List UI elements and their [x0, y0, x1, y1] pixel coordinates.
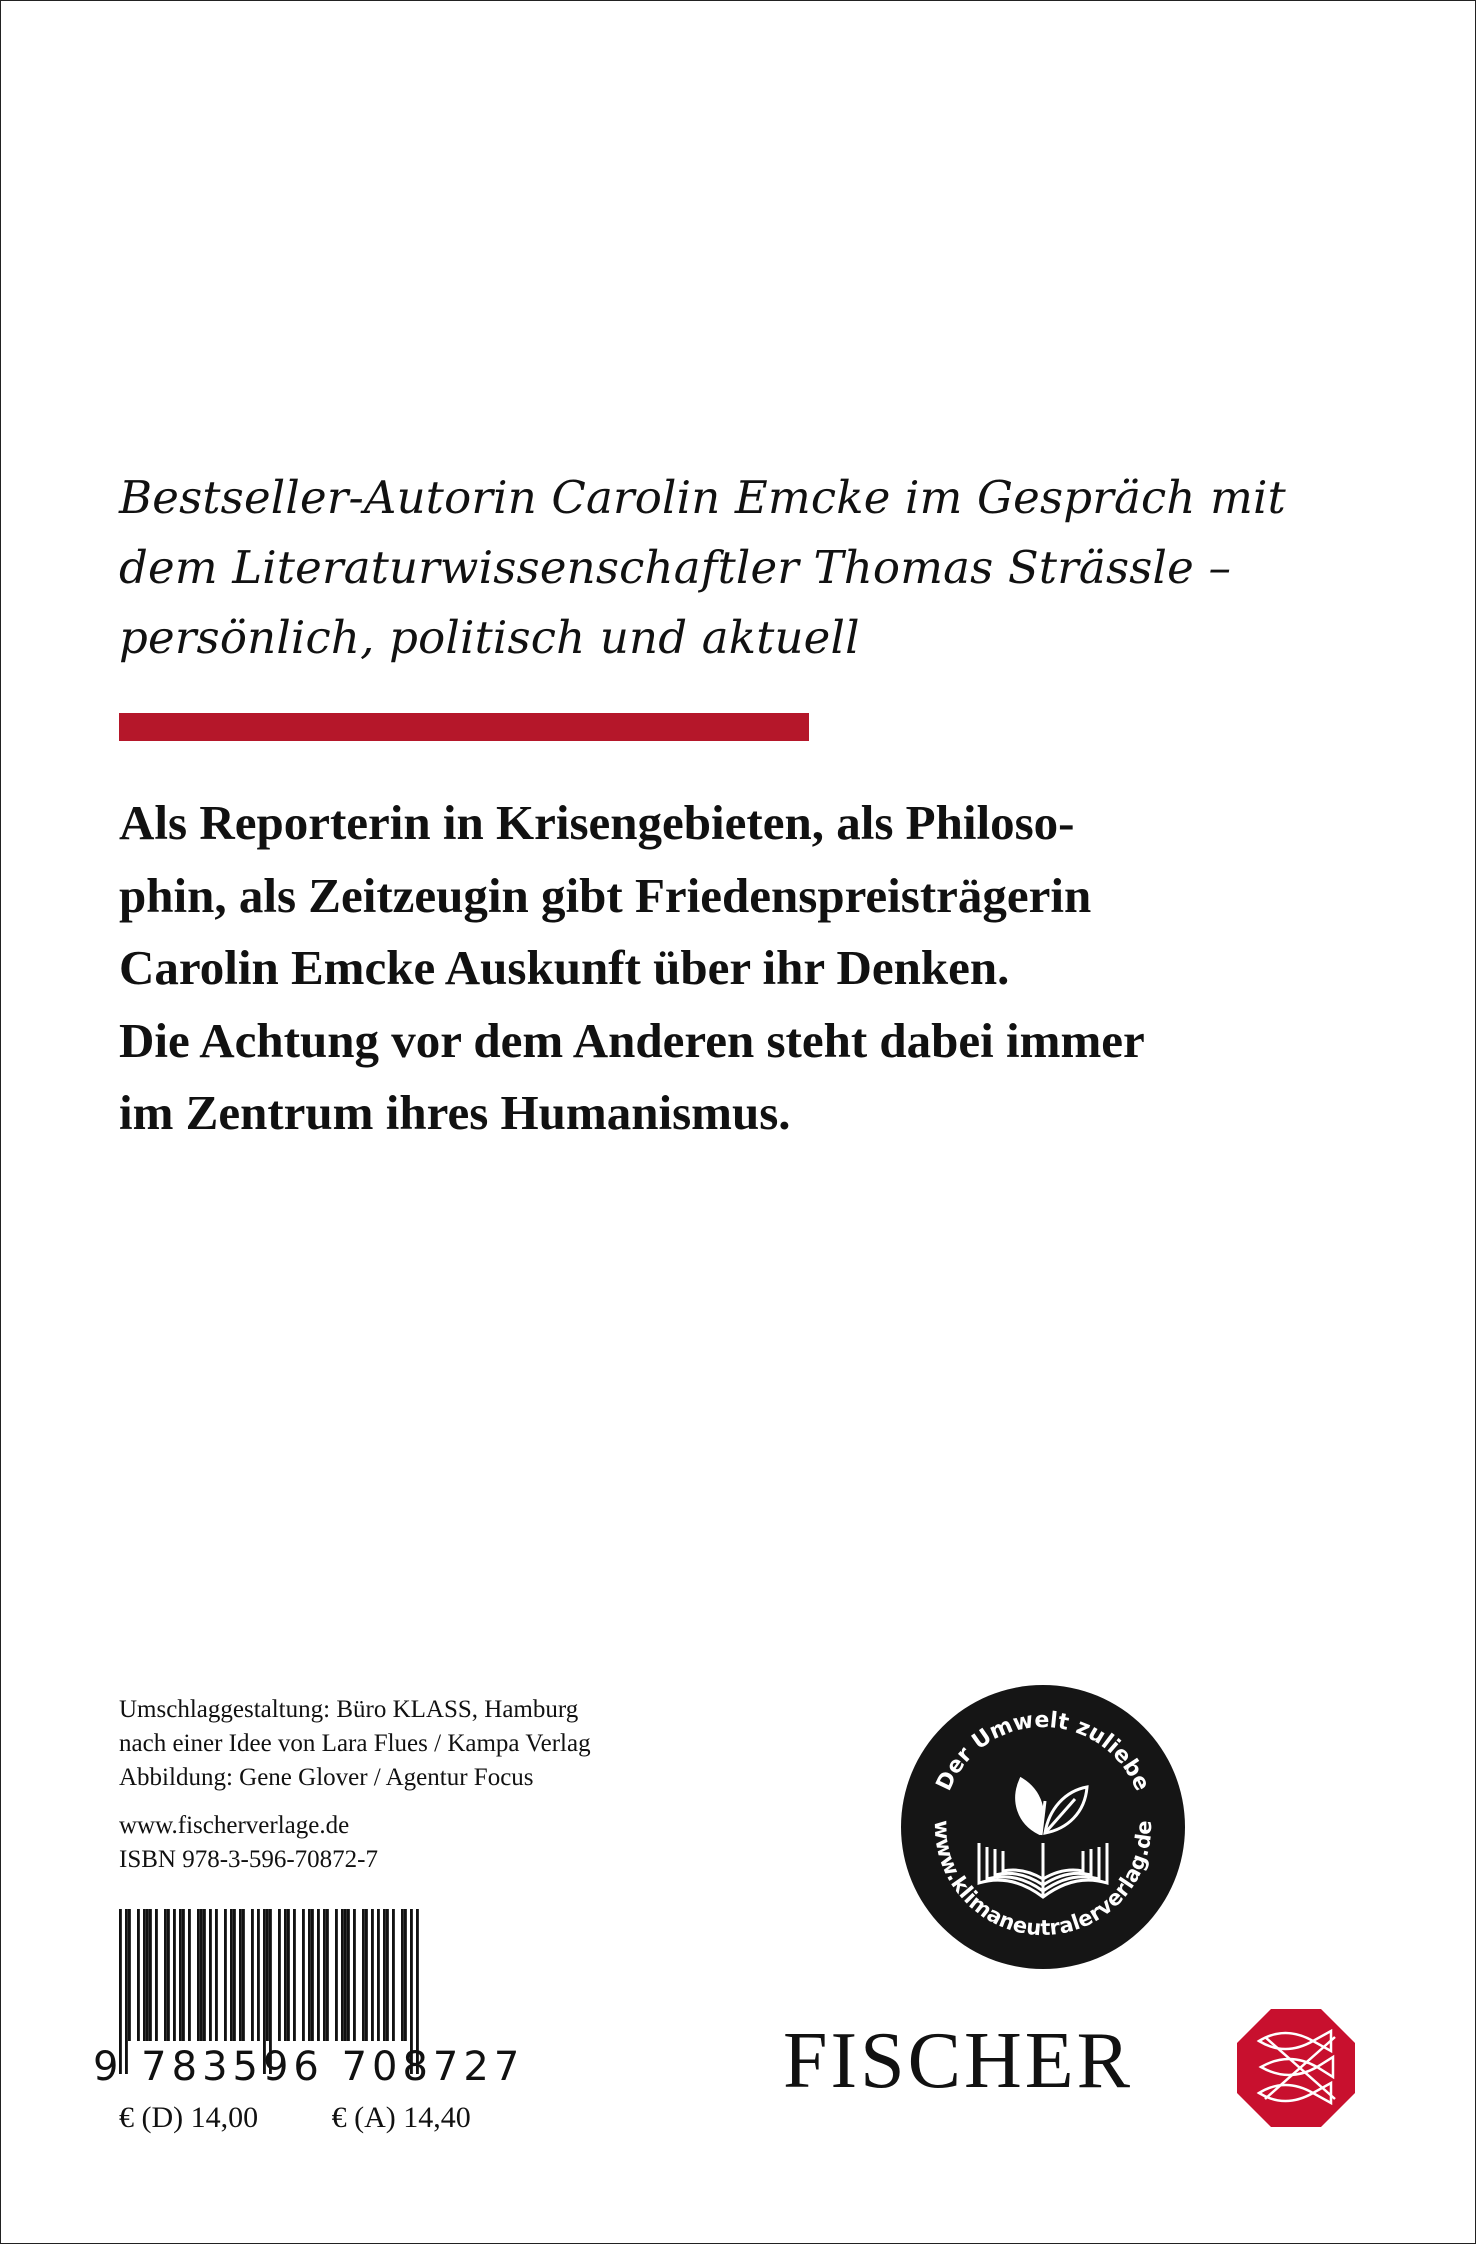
tagline-line: dem Literaturwissenschaftler Thomas Strässle – [119, 541, 1232, 594]
barcode-bar [203, 1909, 206, 2041]
website-link[interactable]: www.fischerverlage.de [119, 1812, 350, 1839]
barcode-bar [404, 1909, 407, 2041]
barcode-bar [146, 1909, 149, 2041]
barcode-bar [155, 1909, 158, 2041]
barcode-bar [377, 1909, 380, 2041]
barcode-bar [308, 1909, 311, 2041]
barcode-bar [224, 1909, 227, 2041]
barcode-bar [167, 1909, 170, 2041]
seal-top-text: Der Umwelt zuliebe [931, 1707, 1155, 1795]
barcode-bar [266, 1909, 269, 2041]
barcode-bar [383, 1909, 386, 2041]
barcode-bar [242, 1909, 245, 2041]
blurb [119, 787, 1269, 1150]
fischer-fish-logo-icon [1235, 2007, 1357, 2129]
publisher-info [119, 1809, 378, 1877]
barcode-bar [251, 1909, 254, 2041]
barcode-bar [311, 1909, 314, 2041]
blurb-line: phin, als Zeitzeugin gibt Friedenspreisträgerin [119, 867, 1092, 923]
barcode-bar [179, 1909, 182, 2041]
credit-line: Umschlaggestaltung: Büro KLASS, Hamburg [119, 1696, 579, 1723]
price-germany: € (D) 14,00 [119, 2101, 259, 2134]
barcode-bar [365, 1909, 368, 2041]
barcode-bar [362, 1909, 365, 2041]
barcode-bar [257, 1909, 260, 2041]
barcode-bar [233, 1909, 236, 2041]
barcode-bar [401, 1909, 404, 2041]
barcode-bar [164, 1909, 167, 2041]
barcode-bar [371, 1909, 374, 2041]
climate-neutral-seal [899, 1683, 1187, 1971]
tagline-line: persönlich, politisch und aktuell [119, 611, 860, 664]
barcode-bar [197, 1909, 200, 2041]
barcode-bar [128, 1909, 131, 2041]
barcode-bar [326, 1909, 329, 2041]
barcode-bar [200, 1909, 203, 2041]
barcode-bar [392, 1909, 395, 2041]
barcode-bar [209, 1909, 212, 2041]
barcode-bar [347, 1909, 350, 2041]
barcode-digits: 9 783596 708727 [93, 2044, 525, 2090]
barcode-bar [353, 1909, 356, 2041]
barcode-bar [215, 1909, 218, 2041]
cover-credits [119, 1693, 591, 1795]
barcode-bar [317, 1909, 320, 2041]
barcode-bar [230, 1909, 233, 2041]
blurb-line: Die Achtung vor dem Anderen steht dabei immer [119, 1012, 1145, 1068]
barcode-bar [341, 1909, 344, 2041]
barcode-bar [137, 1909, 140, 2041]
barcode-bar [173, 1909, 176, 2041]
credit-line: Abbildung: Gene Glover / Agentur Focus [119, 1764, 534, 1791]
prices [119, 2101, 471, 2135]
red-divider-bar [119, 713, 809, 741]
barcode-bar [287, 1909, 290, 2041]
barcode-bar [188, 1909, 191, 2041]
blurb-line: Carolin Emcke Auskunft über ihr Denken. [119, 940, 1010, 995]
barcode-bar [149, 1909, 152, 2041]
blurb-line: im Zentrum ihres Humanismus. [119, 1085, 791, 1140]
price-austria: € (A) 14,40 [331, 2101, 471, 2134]
barcode-bar [386, 1909, 389, 2041]
barcode-bar [239, 1909, 242, 2041]
tagline [119, 463, 1286, 673]
publisher-wordmark: FISCHER [783, 2017, 1133, 2105]
barcode-bar [323, 1909, 326, 2041]
barcode-bar [143, 1909, 146, 2041]
seal-bottom-text: www.klimaneutralerverlag.de [929, 1819, 1157, 1941]
blurb-line: Als Reporterin in Krisengebieten, als Philoso- [119, 795, 1075, 850]
barcode-bar [284, 1909, 287, 2041]
barcode-bar [182, 1909, 185, 2041]
isbn: ISBN 978-3-596-70872-7 [119, 1846, 379, 1873]
barcode-bar [344, 1909, 347, 2041]
tagline-line: Bestseller-Autorin Carolin Emcke im Gespräch mit [119, 471, 1286, 524]
barcode-bar [335, 1909, 338, 2041]
barcode-bar [278, 1909, 281, 2041]
barcode-bar [302, 1909, 305, 2041]
barcode-bar [293, 1909, 296, 2041]
credit-line: nach einer Idee von Lara Flues / Kampa Verlag [119, 1730, 591, 1757]
